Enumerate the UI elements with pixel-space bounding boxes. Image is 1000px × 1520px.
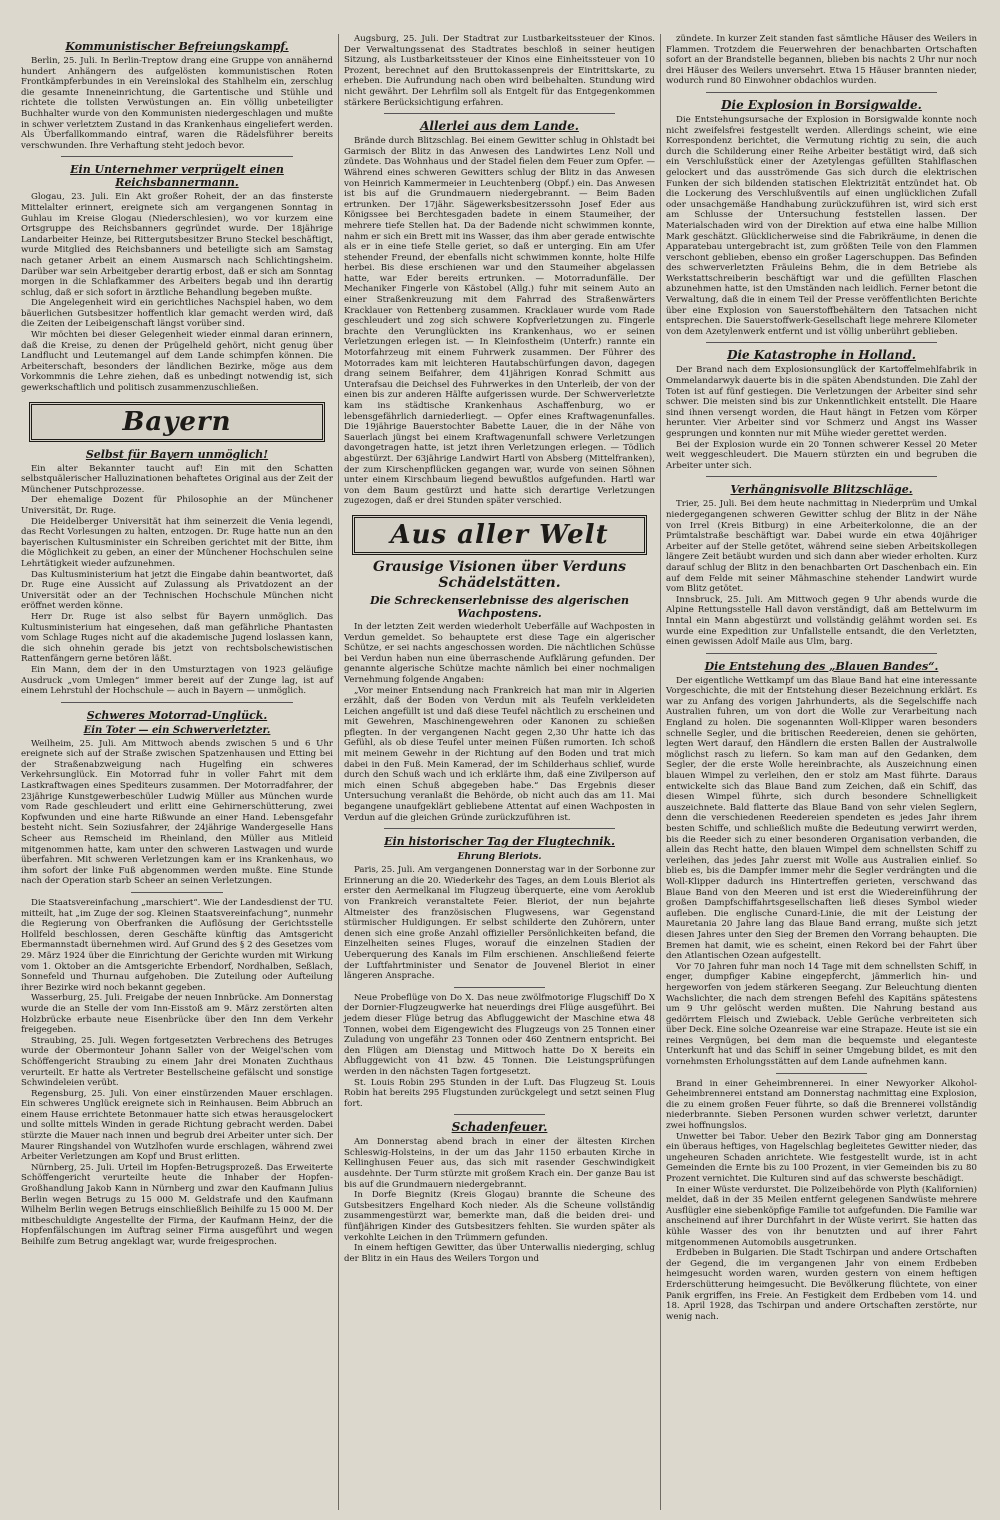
article-text: Nürnberg, 25. Juli. Urteil im Hopfen-Betrugsprozeß. Das Erweiterte Schöffengericht verurteilte heute die Inhaber der Hopfen-Großhandlung Jakob Kann in Nürnberg und zwar den Kaufmann Julius Berlin wegen Betrugs zu 15 000 M. Geldstrafe und den Kaufmann Wilhelm Berlin wegen Betrugs einschließlich Beihilfe zu 15 000 M. Der mitbeschuldigte Angestellte der Firma, der Kaufmann Heinz, der die Hopfenfälschungen im Auftrag seiner Firma ausgeführt und wegen Beihilfe zum Betrug angeklagt war, wurde freigesprochen. bbox=[21, 1162, 333, 1247]
divider bbox=[706, 476, 937, 477]
article-text: „Vor meiner Entsendung nach Frankreich hat man mir in Algerien erzählt, daß der Boden von Verdun mit als Teufeln verkleideten Leichen angefüllt ist und daß diese Teufel nächtlich zu erscheinen und mit Gewehren, Maschinengewehren oder Kanonen zu schießen pflegten. In der vergangenen Nacht gegen 2,30 Uhr hatte ich das Gefühl, als ob diese Teufel unter meinen Füßen rumorten. Ich schoß mit meinem Gewehr in der Richtung auf den Boden und trat mich dabei in den Fuß. Mein Kamerad, der im Schilderhaus schlief, wurde durch den Schuß wach und ich erklärte ihm, daß eine Zivilperson auf mich einen Schuß abgegeben habe.“ Das Ergebnis dieser Untersuchung veranlaßt die Behörde, ob nicht auch das am 11. Mai begangene unaufgeklärt gebliebene Attentat auf einen Wachposten in Verdun auf die gleichen Gründe zurückzuführen ist. bbox=[344, 685, 655, 823]
article-text: Herr Dr. Ruge ist also selbst für Bayern unmöglich. Das Kultusministerium hat eingesehen, daß man gefährliche Phantasten vom Schlage Ruges nicht auf die akademische Jugend loslassen kann, die sich ohnehin gerade bis jetzt von rechtsbolschewistischen Rattenfängern gerne betören läßt. bbox=[21, 611, 333, 665]
article-text: Am Donnerstag abend brach in einer der ältesten Kirchen Schleswig-Holsteins, in der um das Jahr 1150 erbauten Kirche in Kellinghusen Feuer aus, das sich mit rasender Geschwindigkeit ausdehnte. Der Turm stürzte mit großem Krach ein. Der ganze Bau ist bis auf die Grundmauern niedergebrannt. bbox=[344, 1137, 655, 1190]
article-text: Unwetter bei Tabor. Ueber den Bezirk Tabor ging am Donnerstag ein überaus heftiges, von Hagelschlag begleitetes Gewitter nieder, das ungeheuren Schaden anrichtete. Wie festgestellt wurde, ist in acht Gemeinden die Ernte bis zu 100 Prozent, in vier Gemeinden bis zu 80 Prozent vernichtet. Die Kulturen sind auf das schwerste beschädigt. bbox=[666, 1131, 977, 1184]
article-text: Berlin, 25. Juli. In Berlin-Treptow drang eine Gruppe von annähernd hundert Anhängern des aufgelösten kommunistischen Roten Frontkämpferbundes in ein Vereinslokal des Stahlhelm ein, zerschlug die gesamte Inneneinrichtung, die Gartentische und Stühle und richtete die tollsten Verwüstungen an. Ein völlig unbeteiligter Buchhalter wurde von den Kommunisten niedergeschlagen und mußte in schwer verletztem Zustand in das Krankenhaus eingeliefert werden. Als Überfallkommando eintraf, waren die Rädelsführer bereits verschwunden. Ihre Verhaftung steht jedoch bevor. bbox=[21, 56, 333, 151]
column-3 bbox=[660, 34, 982, 1510]
article-text: Paris, 25. Juli. Am vergangenen Donnerstag war in der Sorbonne zur Erinnerung an die 20. Wiederkehr des Tages, an dem Louis Bleriot als erster den Aermelkanal im Flugzeug überquerte, eine vom Aeroklub von Frankreich veranstaltete Feier. Bleriot, der nun bejahrte Altmeister des französischen Flugwesens, war Gegenstand stürmischer Huldigungen. Er selbst schilderte den Zuhörern, unter denen sich eine große Anzahl offizieller Persönlichkeiten befand, die Einzelheiten seines Fluges, worauf die einzelnen Stadien der Ueberquerung des Kanals im Film erschienen. Anschließend feierte der Luftfahrtminister und Senator de Jouvenel Bleriot in einer längeren Ansprache. bbox=[344, 865, 655, 982]
section-header-bayern: Bayern bbox=[29, 402, 325, 442]
article-text: Brände durch Blitzschlag. Bei einem Gewitter schlug in Ohlstadt bei Garmisch der Blitz in das Anwesen des Landwirtes Lenz Noll und zündete. Das Wohnhaus und der Stadel fielen dem Feuer zum Opfer. — Während eines schweren Gewitters schlug der Blitz in das Anwesen von Heinrich Kammermeier in Leuchtenberg (Obpf.) ein. Das Anwesen ist bis auf die Grundmauern niedergebrannt. — Beim Baden ertrunken. Der 17jähr. Sägewerksbesitzerssohn Josef Eder aus Königssee bei Berchtesgaden badete in einem Staumeiher, der mehrere tiefe Stellen hat. Da der Badende nicht schwimmen konnte, nahm er sich ein Brett mit ins Wasser, das ihm aber gerade entwischte als er in eine tiefe Stelle geriet, so daß er unterging. Ein am Ufer stehender Freund, der ebenfalls nicht schwimmen konnte, holte Hilfe herbei. Bis diese erschienen war und den Staumeiher abgelassen hatte, war Eder bereits ertrunken. — Motorradunfälle. Der Mechaniker Fingerle von Kästobel (Allg.) fuhr mit seinem Auto an einer Straßenkreuzung mit dem Fahrrad des Straßenwärters Kracklauer von Rettenberg zusammen. Kracklauer wurde vom Rade geschleudert und zog sich schwere Kopfverletzungen zu. Fingerle brachte den Verunglückten ins Krankenhaus, wo er seinen Verletzungen erlegen ist. — In Kleinfostheim (Unterfr.) rannte ein Motorfahrzeug mit einem Fuhrwerk zusammen. Der Führer des Motorrades kam mit leichteren Hautabschürfungen davon, dagegen drang seinem Beifahrer, dem 41jährigen Konrad Schmitt aus Unterafsau die Deichsel des Fuhrwerkes in den Unterleib, der von der einen bis zur anderen Hälfte aufgerissen wurde. Der Schwerverletzte kam ins städtische Krankenhaus Aschaffenburg, wo er lebensgefährlich darniederliegt. — Opfer eines Kraftwagenunfalles. Die 19jährige Bauerstochter Babette Lauer, die in der Nähe von Sauerlach jüngst bei einem Kraftwagenunfall schwere Verletzungen davongetragen hatte, ist jetzt ihren Verletzungen erlegen. — Tödlich abgestürzt. Der 63jährige Landwirt Hartl von Absberg (Mittelfranken), der zum Kirschenpflücken gegangen war, wurde von seinen Söhnen unter einem Kirschbaum liegend bewußtlos aufgefunden. Hartl war von dem Baum gestürzt und hatte sich derartige Verletzungen zugezogen, daß er drei Stunden später verschied. bbox=[344, 136, 655, 507]
divider bbox=[384, 113, 615, 114]
divider bbox=[776, 1073, 867, 1074]
article-text: Wir möchten bei dieser Gelegenheit wieder einmal daran erinnern, daß die Kreise, zu denen der Prügelheld gehört, nicht genug über Landflucht und Leutemangel auf dem Lande schimpfen können. Die Arbeiterschaft, besonders der ländlichen Bezirke, möge aus dem Vorkommnis die Lehre ziehen, daß es unbedingt notwendig ist, sich gewerkschaftlich und politisch zusammenzuschließen. bbox=[21, 330, 333, 394]
divider bbox=[706, 342, 937, 343]
article-text: Die Entstehungsursache der Explosion in Borsigwalde konnte noch nicht zweifelsfrei festgestellt werden. Allerdings scheint, wie eine Korrespondenz berichtet, die Vermutung richtig zu sein, die auch durch die Schilderung einer Reihe Arbeiter bestätigt wird, daß sich ein Verschlußstück einer der Azetylengas gefüllten Stahlflaschen gelockert und das ausströmende Gas sich durch die elektrischen Funken der sich bildenden statischen Elektrizität entzündet hat. Ob die Lockerung des Verschlußventils auf einen unglücklichen Zufall oder unsachgemäße Handhabung zurückzuführen ist, wird sich erst am Schlusse der Untersuchung feststellen lassen. Der Materialschaden wird von der Direktion auf etwa eine halbe Million Mark geschätzt. Glücklicherweise sind die Fabrikräume, in denen die Apparatebau untergebracht ist, zum größten Teile von den Flammen verschont geblieben, ebenso ein großer Lagerschuppen. Das Befinden des schwerverletzten Fräuleins Behm, die in dem Betriebe als Werkstattschreiberin beschäftigt war und die gefüllten Flaschen abzunehmen hatte, ist den Umständen nach leidlich. Ferner betont die Verwaltung, daß die in einem Teil der Presse veröffentlichten Berichte über eine Explosion von Sauerstoffbehältern den Tatsachen nicht entsprechen. Die Sauerstoffwerk-Gesellschaft liege mehrere Kilometer von dem Azetylenwerk entfernt und ist völlig unberührt geblieben. bbox=[666, 114, 977, 337]
article-text: Die Heidelberger Universität hat ihm seinerzeit die Venia legendi, das Recht Vorlesungen zu halten, entzogen. Dr. Ruge hatte nun an den bayerischen Kultusminister ein Schreiben gerichtet mit der Bitte, ihm die Möglichkeit zu geben, an einer der Münchener Hochschulen seine Lehrtätigkeit wieder aufzunehmen. bbox=[21, 516, 333, 569]
article-text: zündete. In kurzer Zeit standen fast sämtliche Häuser des Weilers in Flammen. Trotzdem die Feuerwehren der benachbarten Ortschaften sofort an der Brandstelle begannen, blieben bis nachts 2 Uhr nur noch drei Häuser des Weilers unversehrt. Etwa 15 Häuser brannten nieder, wodurch rund 80 Einwohner obdachlos wurden. bbox=[666, 34, 977, 87]
article-text: Regensburg, 25. Juli. Von einer einstürzenden Mauer erschlagen. Ein schweres Unglück ereignete sich in Reinhausen. Beim Abbruch an einem Hause errichtete Betonmauer hatte sich etwas herausgelockert und sollte mittels Winden in gerade Richtung gebracht werden. Dabei stürzte die Mauer nach innen und begrub drei Arbeiter unter sich. Der Maurer Ringshandel von Wutzlhofen wurde erschlagen, während zwei Arbeiter Verletzungen am Kopf und Brust erlitten. bbox=[21, 1088, 333, 1163]
article-text: Glogau, 23. Juli. Ein Akt großer Roheit, der an das finsterste Mittelalter erinnert, ereignete sich am vergangenen Sonntag in Guhlau im Kreise Glogau (Niederschlesien), wo vor kurzem eine Ortsgruppe des Reichsbanners gegründet wurde. Der 18jährige Landarbeiter Heinze, bei Rittergutsbesitzer Bruno Steckel beschäftigt, wurde Mitglied des Reichsbanners und beteiligte sich am Samstag nach getaner Arbeit an einem Ausmarsch nach Schlichtingsheim. Darüber war sein Arbeitgeber derartig erbost, daß er sich am Sonntag morgen in die Schlafkammer des Arbeiters begab und ihn derartig schlug, daß er sich sofort in ärztliche Behandlung begeben mußte. bbox=[21, 192, 333, 298]
section-header-aus-aller-welt: Aus aller Welt bbox=[352, 515, 647, 555]
article-text: Ein Mann, dem der in den Umsturztagen von 1923 geläufige Ausdruck „vom Umlegen“ immer bereit auf der Zunge lag, ist auf einem Lehrstuhl der Hochschule — auch in Bayern — unmöglich. bbox=[21, 664, 333, 697]
divider bbox=[454, 987, 545, 988]
article-text: Augsburg, 25. Juli. Der Stadtrat zur Lustbarkeitssteuer der Kinos. Der Verwaltungssenat des Stadtrates beschloß in seiner heutigen Sitzung, als Lustbarkeitssteuer der Kinos eine Einheitssteuer von 10 Prozent, berechnet auf den Bruttokassenpreis der Eintrittskarte, zu erheben. Die Aufrundung nach oben wird beibehalten. Stundung wird nicht gewährt. Der Lehrfilm soll als Entgelt für das Entgegenkommen stärkere Berücksichtigung erfahren. bbox=[344, 34, 655, 108]
subheadline: Ehrung Bleriots. bbox=[457, 852, 542, 863]
headline-selbst-fuer-bayern: Selbst für Bayern unmöglich! bbox=[85, 447, 269, 461]
article-text: Neue Probeflüge von Do X. Das neue zwölfmotorige Flugschiff Do X der Dornier-Flugzeugwerke hat neuerdings drei Flüge ausgeführt. Bei jedem dieser Flüge betrug das Abfluggewicht der Maschine etwa 48 Tonnen, wobei dem Eigengewicht des Flugzeugs von 25 Tonnen einer Zuladung von ungefähr 23 Tonnen oder 460 Zentnern entspricht. Bei den Flügen am Dienstag und Mittwoch hatte Do X bereits ein Abfluggewicht von 41 bzw. 45 Tonnen. Die Leistungsprüfungen werden in den nächsten Tagen fortgesetzt. bbox=[344, 992, 655, 1077]
article-text: In einer Wüste verdurstet. Die Polizeibehörde von Plyth (Kalifornien) meldet, daß in der 35 Meilen entfernt gelegenen Sandwüste mehrere Ausflügler eine siebenköpfige Familie tot aufgefunden. Die Familie war anscheinend auf ihrer Durchfahrt in der Wüste verirrt. Sie hatten das kühle Wasser des von ihr benutzten und auf ihrer Fahrt mitgenommenen Automobils ausgetrunken. bbox=[666, 1184, 977, 1248]
article-text: In einem heftigen Gewitter, das über Unterwallis niederging, schlug der Blitz in ein Haus des Weilers Torgon und bbox=[344, 1243, 655, 1264]
article-text: Vor 70 Jahren fuhr man noch 14 Tage mit dem schnellsten Schiff, in enger, dumpfiger Kabine eingepfercht, jämmerlich hin- und hergeworfen von jedem stärkeren Seegang. Zur Beleuchtung dienten Wachslichter, die nach dem strengen Befehl des Kapitäns spätestens um 9 Uhr gelöscht werden mußten. Die Nahrung bestand aus gedörrtem Fleisch und Zwieback. Ueble Gerüche verbreiteten sich über Deck. Eine solche Ozeanreise war eine Strapaze. Heute ist sie ein reines Vergnügen, bei dem man die bequemste und eleganteste Unterkunft hat und das Schiff in seiner Umgebung bildet, es mit den vornehmsten Erholungsstätten auf dem Lande aufnehmen kann. bbox=[666, 961, 977, 1068]
divider bbox=[131, 892, 223, 893]
article-text: Innsbruck, 25. Juli. Am Mittwoch gegen 9 Uhr abends wurde die Alpine Rettungsstelle Hall davon verständigt, daß am Bettelwurm im Inntal ein Mann abgestürzt und vollständig gelähmt worden sei. Es wurde eine Expedition zur Unfallstelle entsandt, die den Verletzten, einen gewissen Adolf Maile aus Ulm, barg. bbox=[666, 594, 977, 648]
column-1 bbox=[16, 34, 338, 1510]
headline-motorrad-unglueck: Schweres Motorrad-Unglück. bbox=[86, 708, 268, 722]
divider bbox=[706, 92, 937, 93]
article-text: Weilheim, 25. Juli. Am Mittwoch abends zwischen 5 und 6 Uhr ereignete sich auf der Straße zwischen Spatzenhausen und Etting bei der Straßenabzweigung nach Hugelfing ein schweres Verkehrsunglück. Ein Motorrad fuhr in voller Fahrt mit dem Lastkraftwagen eines Spediteurs zusammen. Der Motorradfahrer, der 23jährige Kunstgewerbeschüler Ludwig Müller aus München wurde vom Rade geschleudert und erlitt eine Gehirnerschütterung, zwei Kopfwunden und eine harte Rißwunde an einer Hand. Lebensgefahr besteht nicht. Sein Soziusfahrer, der 24jährige Wandergeselle Hans Scheer aus Remscheid im Rheinland, den Müller aus Mitleid mitgenommen hatte, kam unter den schweren Lastwagen und wurde überfahren. Mit schweren Verletzungen kam er ins Krankenhaus, wo ihm sofort der linke Fuß abgenommen werden mußte. Eine Stunde nach der Operation starb Scheer an seinen Verletzungen. bbox=[21, 738, 333, 887]
article-text: Das Kultusministerium hat jetzt die Eingabe dahin beantwortet, daß Dr. Ruge eine Aussicht auf Zulassung als Privatdozent an der Universität oder an der Technischen Hochschule München nicht eröffnet werden könne. bbox=[21, 569, 333, 612]
article-text: Bei der Explosion wurde ein 20 Tonnen schwerer Kessel 20 Meter weit weggeschleudert. Die Mauern stürzten ein und begruben die Arbeiter unter sich. bbox=[666, 439, 977, 471]
article-text: Brand in einer Geheimbrennerei. In einer Newyorker Alkohol-Geheimbrennerei entstand am Donnerstag nachmittag eine Explosion, die zu einem großen Feuer führte, so daß die Brennerei vollständig niederbrannte. Sieben Personen wurden schwer verletzt, darunter zwei hoffnungslos. bbox=[666, 1078, 977, 1132]
divider bbox=[384, 828, 615, 829]
headline-schadenfeuer: Schadenfeuer. bbox=[451, 1120, 548, 1135]
article-text: Straubing, 25. Juli. Wegen fortgesetzten Verbrechens des Betruges wurde der Obermonteur Johann Saller von der Weigel'schen vom Schöffengericht Straubing zu einem Jahr drei Monaten Zuchthaus verurteilt. Er hatte als Vertreter Bestellscheine gefälscht und sonstige Schwindeleien verübt. bbox=[21, 1035, 333, 1089]
headline-kommunistischer-befreiungskampf: Kommunistischer Befreiungskampf. bbox=[65, 40, 289, 53]
article-text: Erdbeben in Bulgarien. Die Stadt Tschirpan und andere Ortschaften der Gegend, die im vergangenen Jahr von einem Erdbeben heimgesucht worden waren, wurden gestern von einem heftigen Erderschütterung heimgesucht. Die Bevölkerung flüchtete, von einer Panik ergriffen, ins Freie. An Festigkeit dem Erdbeben vom 14. und 18. April 1928, das Tschirpan und andere Ortschaften zerstörte, nur wenig nach. bbox=[666, 1248, 977, 1322]
article-text: Der eigentliche Wettkampf um das Blaue Band hat eine interessante Vorgeschichte, die mit der Entstehung dieser Bezeichnung erklärt. Es war zu Anfang des vorigen Jahrhunderts, als die Segelschiffe nach Australien fuhren, um von dort die Wolle zur Verarbeitung nach England zu holen. Die sogenannten Woll-Klipper waren besonders schnelle Segler, und die britischen Reedereien, denen sie gehörten, legten Wert darauf, den Händlern die ersten Ballen der Australwolle möglichst rasch zu liefern. So kam man auf den Gedanken, dem Segler, der die erste Wolle hereinbrachte, als Auszeichnung einen blauen Wimpel zu verleihen, den er stolz am Mast führte. Daraus entwickelte sich das Blaue Band zum Zeichen, daß ein Schiff, das diesen Wimpel führte, sich durch besondere Schnelligkeit auszeichnete. Bald flatterte das Blaue Band von sehr vielen Seglern, denn die verschiedenen Reedereien spendeten es jedes Jahr ihrem besten Schiffe, und schließlich mußte die Bedeutung verwirrt werden, bis die Reeder sich zu einer besonderen Organisation verbanden, die allein das Recht hatte, den blauen Wimpel dem schnellsten Schiff zu verleihen, das jedes Jahr zuerst mit Wolle aus Australien einlief. So blieb es, bis die Dampfer immer mehr die Segler verdrängten und die Woll-Klipper dadurch ins Hintertreffen gerieten, verschwand das Blaue Band von den Meeren und ist erst die Wiedereinführung der großen Dampfschiffahrtsgesellschaften ließ dieses Symbol wieder aufleben. Die englische Cunard-Linie, die mit der Leistung der Mauretania 20 Jahre lang das Blaue Band errang, mußte sich jetzt diesen Jahres unter den Sieg der Bremen den Vorrang behaupten. Die Bremen hat damit, wie es scheint, einen Rekord bei der Fahrt über den Atlantischen Ozean aufgestellt. bbox=[666, 675, 977, 962]
subheadline: Ein Toter — ein Schwerverletzter. bbox=[83, 724, 271, 736]
subheadline: Die Schreckenserlebnisse des algerischen Wachpostens. bbox=[369, 593, 630, 620]
headline-allerlei-aus-dem-lande: Allerlei aus dem Lande. bbox=[420, 119, 579, 134]
article-text: Trier, 25. Juli. Bei dem heute nachmittag in Niederprüm und Umkal niedergegangenen schweren Gewitter schlug der Blitz in der Nähe von Irrel (Kreis Bitburg) in eine Arbeiterkolonne, die an der Prümtalstraße beschäftigt war. Dabei wurde ein etwa 40jähriger Arbeiter auf der Stelle getötet, während seine sieben Arbeitskollegen längere Zeit betäubt wurden und sich dann aber wieder erholten. Kurz darauf schlug der Blitz in den benachbarten Ort Daschenbach ein. Ein auf dem Felde mit seiner Mähmaschine stehender Landwirt wurde vom Blitz getötet. bbox=[666, 499, 977, 595]
article-text: Die Angelegenheit wird ein gerichtliches Nachspiel haben, wo dem bäuerlichen Gutsbesitzer hoffentlich klar gemacht werden wird, daß die Zeiten der Leibeigenschaft längst vorüber sind. bbox=[21, 298, 333, 330]
headline-grausige-visionen: Grausige Visionen über Verduns Schädelstätten. bbox=[373, 558, 626, 591]
article-text: Der ehemalige Dozent für Philosophie an der Münchener Universität, Dr. Ruge. bbox=[21, 495, 333, 516]
headline-unternehmer: Ein Unternehmer verprügelt einen Reichsbannermann. bbox=[70, 163, 284, 190]
article-text: St. Louis Robin 295 Stunden in der Luft. Das Flugzeug St. Louis Robin hat bereits 295 Flugstunden zurückgelegt und setzt seinen Flug fort. bbox=[344, 1077, 655, 1109]
headline-explosion-borsigwalde: Die Explosion in Borsigwalde. bbox=[721, 97, 922, 112]
headline-blaues-band: Die Entstehung des „Blauen Bandes“. bbox=[704, 659, 939, 673]
headline-blitzschlaege: Verhängnisvolle Blitzschläge. bbox=[730, 483, 913, 497]
column-2 bbox=[338, 34, 660, 1510]
divider bbox=[706, 653, 937, 654]
headline-katastrophe-holland: Die Katastrophe in Holland. bbox=[727, 348, 916, 363]
headline-historischer-tag: Ein historischer Tag der Flugtechnik. bbox=[384, 835, 615, 849]
article-text: Wasserburg, 25. Juli. Freigabe der neuen Innbrücke. Am Donnerstag wurde die an Stelle der vom Inn-Eisstoß am 9. März zerstörten alten Holzbrücke erbaute neue Eisenbrücke über den Inn dem Verkehr freigegeben. bbox=[21, 993, 333, 1036]
divider bbox=[61, 702, 293, 703]
article-text: Ein alter Bekannter taucht auf! Ein mit den Schatten selbstquälerischer Halluzinationen behaftetes Original aus der Zeit der Münchener Putschprozesse. bbox=[21, 463, 333, 495]
article-text: In der letzten Zeit werden wiederholt Ueberfälle auf Wachposten in Verdun gemeldet. So behauptete erst diese Tage ein algerischer Schütze, er sei nachts angeschossen worden. Die nächtlichen Schüsse bei Verdun haben nun eine überraschende Aufklärung gefunden. Der genannte algerische Schütze machte nämlich bei einer nochmaligen Vernehmung folgende Angaben: bbox=[344, 621, 655, 685]
article-text: Der Brand nach dem Explosionsunglück der Kartoffelmehlfabrik in Ommelandarwyk dauerte bis in die späten Abendstunden. Die Zahl der Toten ist auf fünf gestiegen. Die Verletzungen der Arbeiter sind sehr schwer. Die meisten sind bis zur Unkenntlichkeit entstellt. Die Haare sind ihnen versengt worden, die Haut hängt in Fetzen vom Körper herunter. Vier Arbeiter sind vor Schmerz und Angst ins Wasser gesprungen und konnten nur mit Mühe wieder gerettet werden. bbox=[666, 365, 977, 439]
divider bbox=[61, 156, 293, 157]
article-text: In Dorfe Biegnitz (Kreis Glogau) brannte die Scheune des Gutsbesitzers Engelhard Koch nieder. Als die Scheune vollständig zusammengestürzt war, bemerkte man, daß die beiden drei- und fünfjährigen Kinder des Gutsbesitzers fehlten. Sie wurden später als verkohlte Leichen in den Trümmern gefunden. bbox=[344, 1190, 655, 1243]
divider bbox=[454, 1114, 545, 1115]
article-text: Die Staatsvereinfachung „marschiert“. Wie der Landesdienst der TU. mitteilt, hat „im Zuge der sog. Kleinen Staatsvereinfachung“, nunmehr die Regierung von Oberfranken die Auflösung der Gerichtsstelle Hollfeld beschlossen, deren Geschäfte künftig das Amtsgericht Ebermannstadt übernehmen wird. Auf Grund des § 2 des Gesetzes vom 29. März 1924 über die Einrichtung der Gerichte wurden mit Wirkung vom 1. Oktober an die Amtsgerichte Erbendorf, Nordhalben, Seßlach, Sonnefeld und Thurnau aufgehoben. Die Zuteilung oder Aufteilung ihrer Bezirke wird noch bekannt gegeben. bbox=[21, 898, 333, 993]
